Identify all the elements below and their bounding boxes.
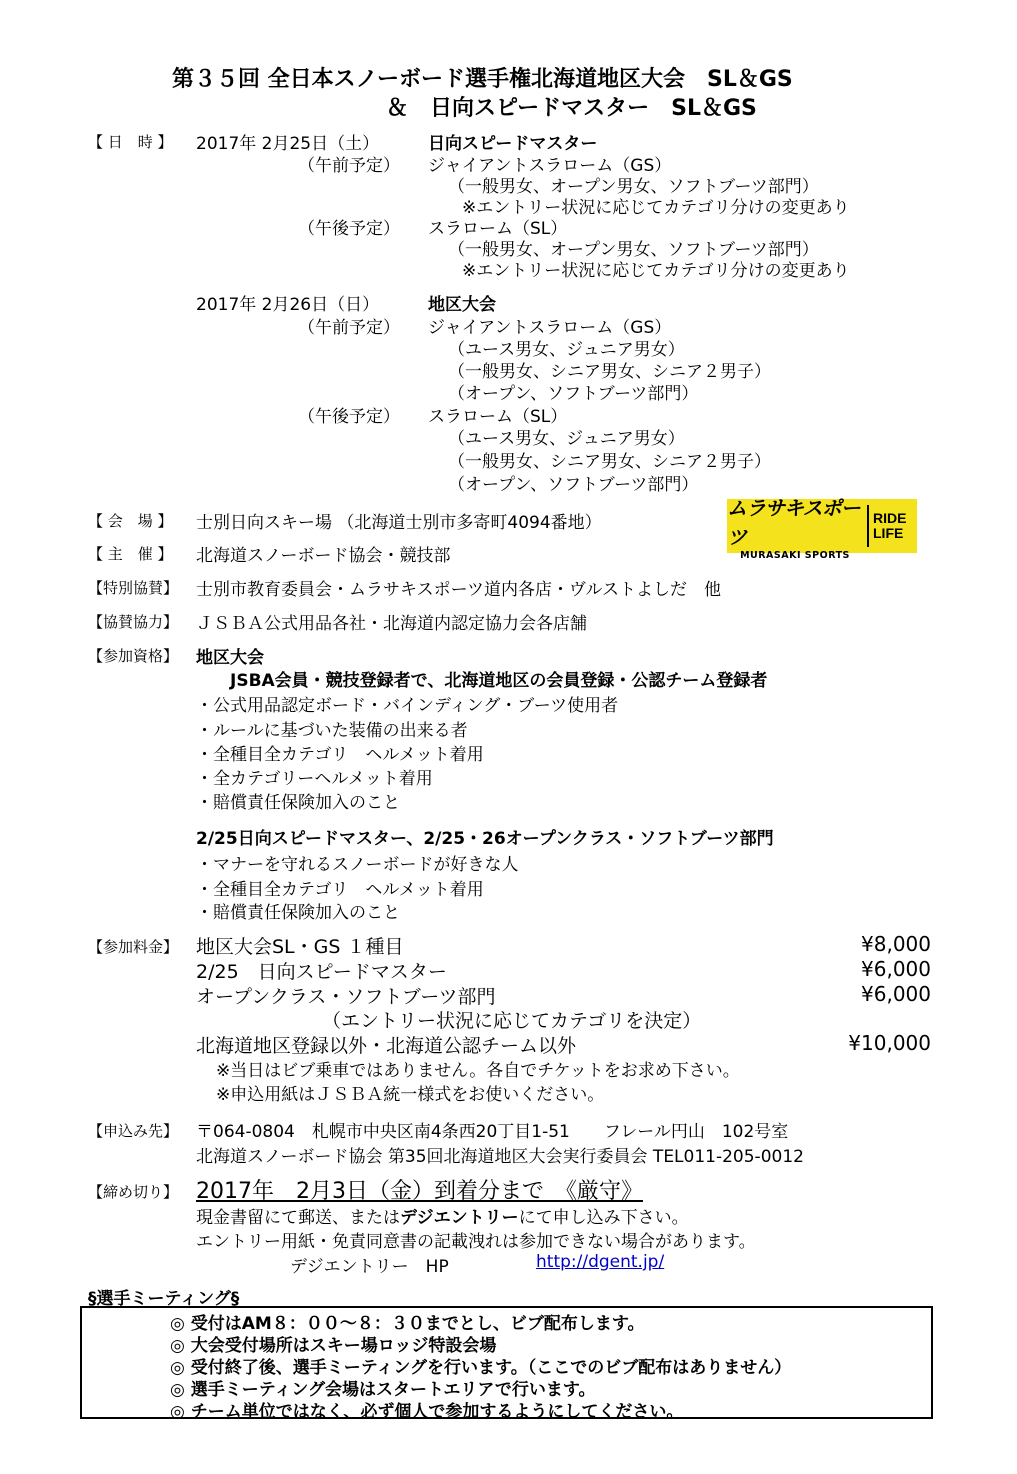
- day2-event: 地区大会: [428, 295, 496, 315]
- day1-pm-event: スラローム（SL）: [428, 219, 568, 239]
- venue-label: 【 会 場 】: [88, 512, 173, 530]
- digi-entry-hp-link[interactable]: http://dgent.jp/: [536, 1252, 665, 1272]
- day2-pm-category: （オープン、ソフトブーツ部門）: [448, 475, 699, 495]
- organizer-value: 北海道スノーボード協会・競技部: [196, 546, 451, 566]
- fee-name: オープンクラス・ソフトブーツ部門: [196, 986, 496, 1008]
- day2-am-label: （午前予定）: [298, 318, 400, 338]
- eligibility-item: ・賠償責任保険加入のこと: [196, 903, 400, 923]
- meeting-item: ◎ 大会受付場所はスキー場ロッジ特設会場: [170, 1336, 497, 1356]
- sponsor-label: 【協賛協力】: [88, 613, 179, 631]
- logo-life-text: LIFE: [873, 525, 904, 541]
- day2-am-category: （一般男女、シニア男女、シニア２男子）: [448, 362, 771, 382]
- deadline-line1-a: 現金書留にて郵送、または: [196, 1208, 400, 1228]
- day2-am-event: ジャイアントスラローム（GS）: [428, 318, 672, 338]
- eligibility-item: ・全種目全カテゴリ ヘルメット着用: [196, 880, 484, 900]
- special-sponsor-value: 士別市教育委員会・ムラサキスポーツ道内各店・ヴルストよしだ 他: [196, 580, 721, 600]
- fee-name: 地区大会SL・GS １種目: [196, 936, 404, 958]
- organizer-label: 【 主 催 】: [88, 545, 173, 563]
- fee-name: 2/25 日向スピードマスター: [196, 961, 447, 983]
- apply-to-address: 〒064-0804 札幌市中央区南4条西20丁目1-51 フレール円山 102号室: [196, 1122, 789, 1142]
- deadline-label: 【締め切り】: [88, 1183, 179, 1201]
- deadline-line2: エントリー用紙・免責同意書の記載洩れは参加できない場合があります。: [196, 1232, 756, 1252]
- day2-am-category: （ユース男女、ジュニア男女）: [448, 340, 685, 360]
- special-sponsor-label: 【特別協賛】: [88, 579, 179, 597]
- deadline-line1: [196, 1203, 689, 1228]
- fee-price: ¥6,000: [861, 982, 931, 1006]
- day2-pm-category: （一般男女、シニア男女、シニア２男子）: [448, 452, 771, 472]
- apply-to-organization: 北海道スノーボード協会 第35回北海道地区大会実行委員会 TEL011-205-0012: [196, 1147, 804, 1167]
- logo-ride-text: RIDE: [873, 510, 907, 526]
- meeting-item: ◎ 受付はAM８：００～８：３０までとし、ビブ配布します。: [170, 1314, 645, 1334]
- day2-pm-category: （ユース男女、ジュニア男女）: [448, 429, 685, 449]
- meeting-item: ◎ 受付終了後、選手ミーティングを行います。（ここでのビブ配布はありません）: [170, 1358, 792, 1378]
- eligibility-label: 【参加資格】: [88, 647, 179, 665]
- page-title-line2: ＆ 日向スピードマスター SL＆GS: [386, 96, 757, 121]
- eligibility-heading-open: 2/25日向スピードマスター、2/25・26オープンクラス・ソフトブーツ部門: [196, 829, 774, 849]
- day1-am-event: ジャイアントスラローム（GS）: [428, 156, 672, 176]
- fee-price: ¥6,000: [861, 957, 931, 981]
- sponsor-value: ＪＳＢＡ公式用品各社・北海道内認定協力会各店舗: [196, 614, 587, 634]
- deadline-value: 2017年 2月3日（金）到着分まで 《厳守》: [196, 1179, 643, 1204]
- deadline-line1-c: にて申し込み下さい。: [518, 1208, 689, 1228]
- eligibility-item: ・賠償責任保険加入のこと: [196, 793, 400, 813]
- eligibility-item: ・ルールに基づいた装備の出来る者: [196, 721, 468, 741]
- eligibility-item: ・マナーを守れるスノーボードが好きな人: [196, 855, 519, 875]
- fee-price: ¥8,000: [861, 932, 931, 956]
- eligibility-item: ・全種目全カテゴリ ヘルメット着用: [196, 745, 484, 765]
- day1-am-label: （午前予定）: [298, 156, 400, 176]
- fee-name: 北海道地区登録以外・北海道公認チーム以外: [196, 1035, 577, 1057]
- day2-pm-event: スラローム（SL）: [428, 407, 568, 427]
- logo-jp-text: ムラサキスポーツ: [727, 495, 860, 549]
- eligibility-heading-regional: 地区大会: [196, 648, 264, 668]
- logo-divider: [867, 505, 869, 547]
- eligibility-item: ・公式用品認定ボード・バインディング・ブーツ使用者: [196, 696, 619, 716]
- day2-am-category: （オープン、ソフトブーツ部門）: [448, 384, 699, 404]
- eligibility-item: ・全カテゴリーヘルメット着用: [196, 769, 433, 789]
- fees-note-2: ※申込用紙はＪＳＢＡ統一様式をお使いください。: [216, 1085, 605, 1105]
- day1-event: 日向スピードマスター: [428, 134, 598, 154]
- eligibility-subheading: JSBA会員・競技登録者で、北海道地区の会員登録・公認チーム登録者: [230, 671, 768, 691]
- digi-entry-hp-label: デジエントリー HP: [290, 1257, 449, 1277]
- day2-pm-label: （午後予定）: [298, 407, 400, 427]
- day1-pm-note: ※エントリー状況に応じてカテゴリ分けの変更あり: [462, 261, 850, 281]
- day1-date: 2017年 2月25日（土）: [196, 134, 380, 154]
- fee-note: （エントリー状況に応じてカテゴリを決定）: [322, 1010, 702, 1032]
- page-title-line1: 第３５回 全日本スノーボード選手権北海道地区大会 SL＆GS: [172, 67, 793, 92]
- day1-pm-label: （午後予定）: [298, 219, 400, 239]
- day1-am-categories: （一般男女、オープン男女、ソフトブーツ部門）: [448, 177, 819, 197]
- murasaki-sports-logo: [727, 495, 917, 561]
- meeting-item: ◎ チーム単位ではなく、必ず個人で参加するようにしてください。: [170, 1402, 684, 1422]
- apply-to-label: 【申込み先】: [88, 1122, 179, 1140]
- day1-am-note: ※エントリー状況に応じてカテゴリ分けの変更あり: [462, 198, 850, 218]
- logo-en-text: MURASAKI SPORTS: [740, 549, 850, 561]
- fees-label: 【参加料金】: [88, 938, 179, 956]
- meeting-item: ◎ 選手ミーティング会場はスタートエリアで行います。: [170, 1380, 596, 1400]
- venue-value: 士別日向スキー場 （北海道士別市多寄町4094番地）: [196, 513, 602, 533]
- day1-pm-categories: （一般男女、オープン男女、ソフトブーツ部門）: [448, 240, 819, 260]
- schedule-label: 【 日 時 】: [88, 133, 173, 151]
- meeting-heading: §選手ミーティング§: [88, 1289, 240, 1309]
- fees-note-1: ※当日はビブ乗車ではありません。各自でチケットをお求め下さい。: [216, 1061, 740, 1081]
- fee-price: ¥10,000: [848, 1031, 931, 1055]
- digi-entry-emphasis: デジエントリー: [400, 1208, 519, 1228]
- day2-date: 2017年 2月26日（日）: [196, 295, 380, 315]
